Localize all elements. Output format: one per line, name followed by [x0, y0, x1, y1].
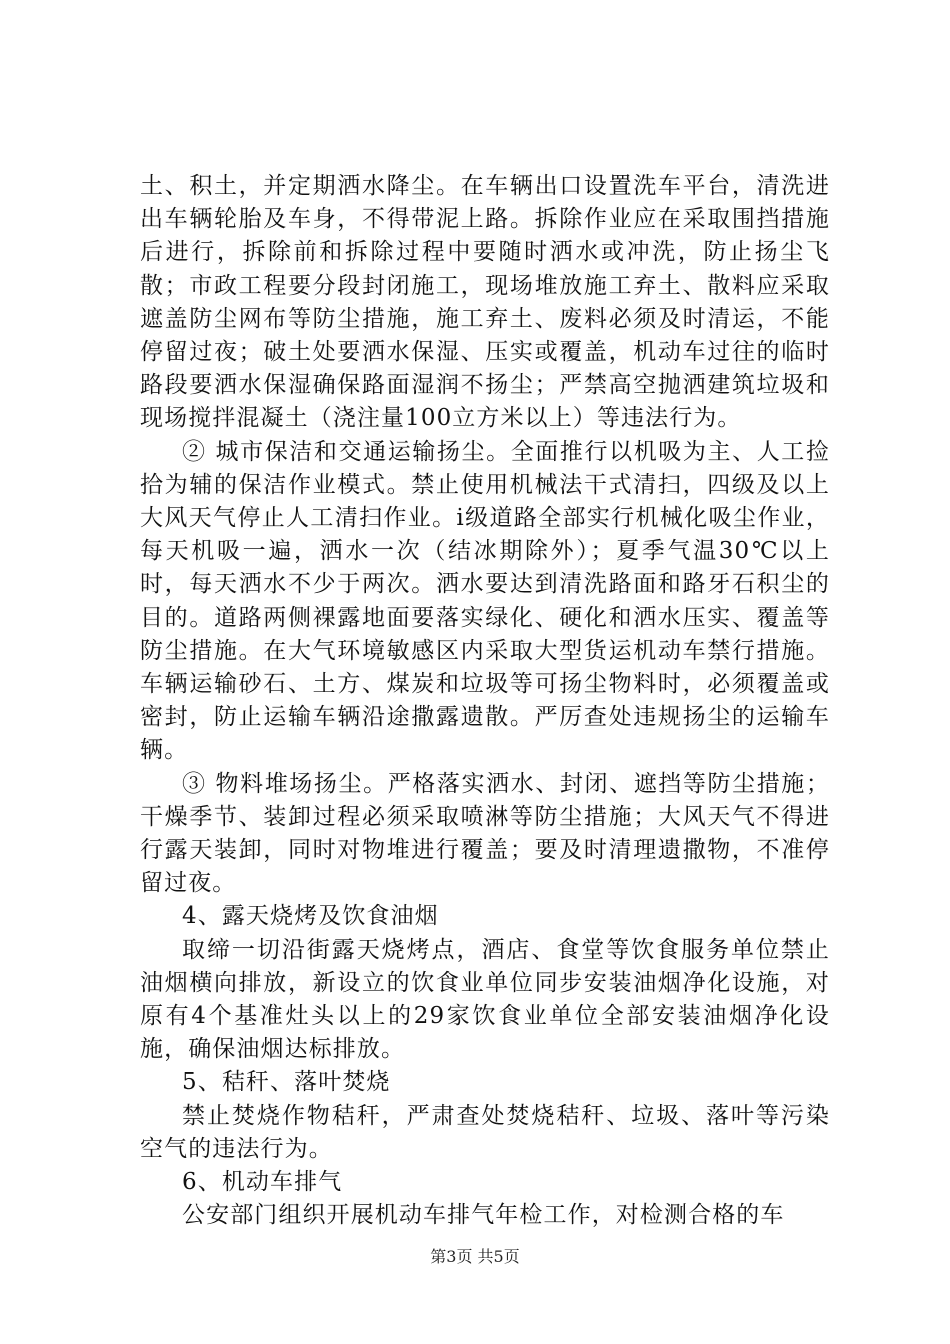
- section-heading-bbq-oil-smoke: 4、露天烧烤及饮食油烟: [182, 903, 439, 930]
- section-heading-vehicle-exhaust: 6、机动车排气: [182, 1169, 343, 1196]
- paragraph-bbq-oil-smoke: 取缔一切沿街露天烧烤点，酒店、食堂等饮食服务单位禁止油烟横向排放，新设立的饮食业单位同步安装油烟净化设施，对原有4个基准灶头以上的29家饮食业单位全部安装油烟净化设施，确保油烟达标排放。: [140, 936, 830, 1063]
- paragraph-city-cleaning-transport-dust: ② 城市保洁和交通运输扬尘。全面推行以机吸为主、人工捡拾为辅的保洁作业模式。禁止使用机械法干式清扫，四级及以上大风天气停止人工清扫作业。i级道路全部实行机械化吸尘作业，每天机吸一遍，洒水一次（结冰期除外）；夏季气温30℃以上时，每天洒水不少于两次。洒水要达到清洗路面和路牙石积尘的目的。道路两侧裸露地面要落实绿化、硬化和洒水压实、覆盖等防尘措施。在大气环境敏感区内采取大型货运机动车禁行措施。车辆运输砂石、土方、煤炭和垃圾等可扬尘物料时，必须覆盖或密封，防止运输车辆沿途撒露遗散。严厉查处违规扬尘的运输车辆。: [140, 438, 830, 764]
- page-number-footer: 第3页 共5页: [430, 1247, 520, 1266]
- paragraph-straw-burning: 禁止焚烧作物秸秆，严肃查处焚烧秸秆、垃圾、落叶等污染空气的违法行为。: [140, 1102, 830, 1162]
- paragraph-material-yard-dust: ③ 物料堆场扬尘。严格落实洒水、封闭、遮挡等防尘措施；干燥季节、装卸过程必须采取喷淋等防尘措施；大风天气不得进行露天装卸，同时对物堆进行覆盖；要及时清理遗撒物，不准停留过夜。: [140, 770, 830, 897]
- section-heading-straw-burning: 5、秸秆、落叶焚烧: [182, 1069, 391, 1096]
- paragraph-vehicle-exhaust: 公安部门组织开展机动车排气年检工作，对检测合格的车: [182, 1202, 785, 1229]
- paragraph-construction-dust-continued: 土、积土，并定期洒水降尘。在车辆出口设置洗车平台，清洗进出车辆轮胎及车身，不得带泥上路。拆除作业应在采取围挡措施后进行，拆除前和拆除过程中要随时洒水或冲洗，防止扬尘飞散；市政工程要分段封闭施工，现场堆放施工弃土、散料应采取遮盖防尘网布等防尘措施，施工弃土、废料必须及时清运，不能停留过夜；破土处要洒水保湿、压实或覆盖，机动车过往的临时路段要洒水保湿确保路面湿润不扬尘；严禁高空抛洒建筑垃圾和现场搅拌混凝土（浇注量100立方米以上）等违法行为。: [140, 173, 830, 432]
- document-body: [140, 170, 830, 1233]
